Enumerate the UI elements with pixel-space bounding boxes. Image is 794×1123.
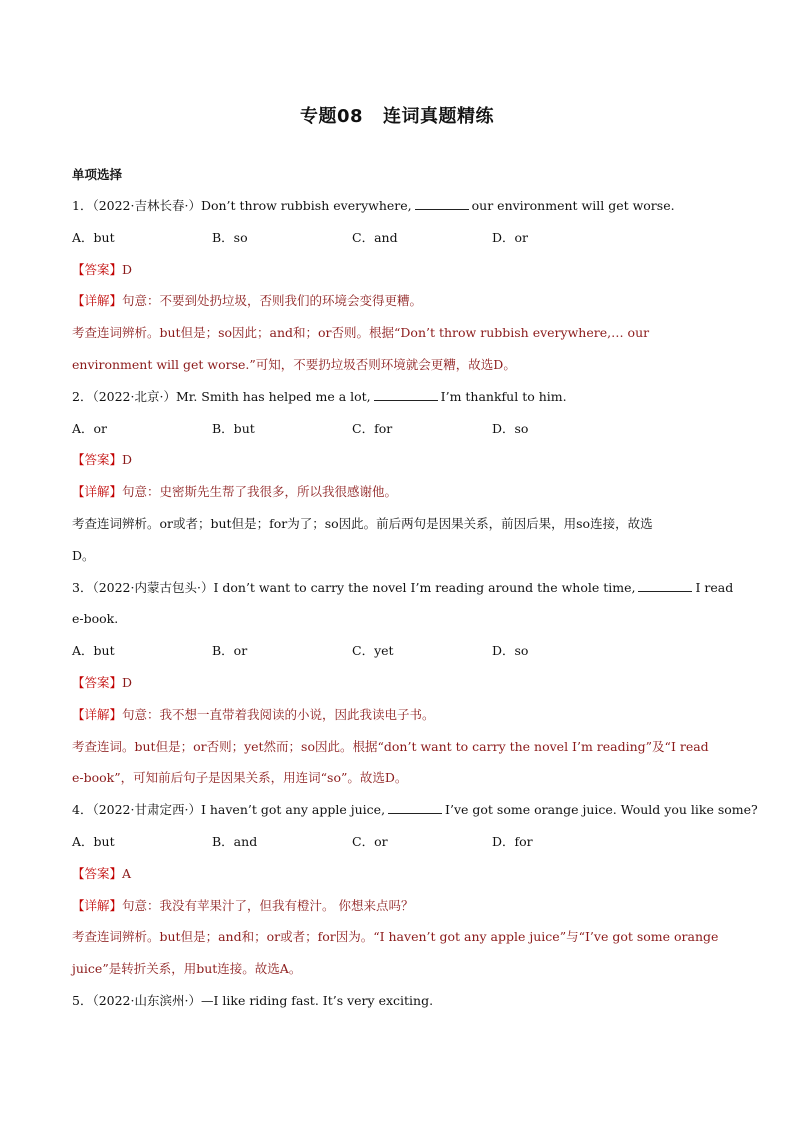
question-4-detail-3: juice”是转折关系，用but连接。故选A。 <box>72 961 302 977</box>
option-b: B．so <box>212 229 248 245</box>
question-2-answer: 【答案】D <box>72 452 133 468</box>
title-prefix: 专题08 <box>299 106 364 127</box>
question-1-detail: 【详解】句意：不要到处扔垃圾，否则我们的环境会变得更糟。 <box>72 293 423 309</box>
option-d: D．so <box>492 420 529 436</box>
answer-blank <box>638 578 692 592</box>
question-2-options <box>72 413 724 445</box>
answer-blank <box>388 800 442 814</box>
answer-blank <box>374 387 438 401</box>
option-c: C．or <box>352 833 388 849</box>
option-a: A．or <box>72 420 108 436</box>
option-b: B．or <box>212 643 248 659</box>
option-d: D．for <box>492 833 533 849</box>
question-2-detail-2: 考查连词辨析。or或者；but但是；for为了；so因此。前后两句是因果关系，前因后果，用so连接，故选 <box>72 515 653 531</box>
section-heading: 单项选择 <box>72 167 123 182</box>
question-2: 2．（2022·北京·）Mr. Smith has helped me a lot, I’m thankful to him. <box>72 388 567 404</box>
option-c: C．and <box>352 229 398 245</box>
option-b: B．and <box>212 833 258 849</box>
question-4: 4．（2022·甘肃定西·）I haven’t got any apple juice, I’ve got some orange juice. Would you like some? <box>72 802 758 818</box>
question-4-options <box>72 826 724 858</box>
option-a: A．but <box>72 229 115 245</box>
option-c: C．yet <box>352 643 394 659</box>
title-main: 连词真题精练 <box>383 106 495 127</box>
question-4-detail: 【详解】句意：我没有苹果汁了，但我有橙汁。 你想来点吗？ <box>72 897 414 913</box>
option-a: A．but <box>72 833 115 849</box>
question-3-detail-3: e-book”，可知前后句子是因果关系，用连词“so”。故选D。 <box>72 770 408 786</box>
question-5: 5．（2022·山东滨州·）—I like riding fast. It’s very exciting. <box>72 992 434 1008</box>
option-d: D．or <box>492 229 529 245</box>
question-4-answer: 【答案】A <box>72 865 132 881</box>
question-3-detail-2: 考查连词。but但是；or否则；yet然而；so因此。根据“don’t want to carry the novel I’m reading”及“I read <box>72 738 709 754</box>
question-4-detail-2: 考查连词辨析。but但是；and和；or或者；for因为。“I haven’t got any apple juice”与“I’ve got some orange <box>72 929 719 945</box>
question-1-detail-3: environment will get worse.”可知，不要扔垃圾否则环境就会更糟，故选D。 <box>72 356 516 372</box>
question-1-detail-2: 考查连词辨析。but但是；so因此；and和；or否则。根据“Don’t throw rubbish everywhere,… our <box>72 325 650 341</box>
question-2-detail: 【详解】句意：史密斯先生帮了我很多，所以我很感谢他。 <box>72 484 398 500</box>
option-c: C．for <box>352 420 393 436</box>
question-3: 3．（2022·内蒙古包头·）I don’t want to carry the novel I’m reading around the whole time, I read <box>72 579 734 595</box>
question-1: 1．（2022·吉林长春·）Don’t throw rubbish everywhere, our environment will get worse. <box>72 198 675 213</box>
page-title <box>0 102 794 128</box>
question-3-options <box>72 635 724 667</box>
option-b: B．but <box>212 420 255 436</box>
option-a: A．but <box>72 643 115 659</box>
option-d: D．so <box>492 643 529 659</box>
question-3-cont: e-book. <box>72 611 119 627</box>
question-list <box>72 190 758 1017</box>
question-2-detail-3: D。 <box>72 547 95 563</box>
answer-blank <box>415 196 469 210</box>
question-3-answer: 【答案】D <box>72 674 133 690</box>
question-1-options <box>72 222 724 254</box>
question-3-detail: 【详解】句意：我不想一直带着我阅读的小说，因此我读电子书。 <box>72 706 435 722</box>
question-1-answer: 【答案】D <box>72 261 133 277</box>
